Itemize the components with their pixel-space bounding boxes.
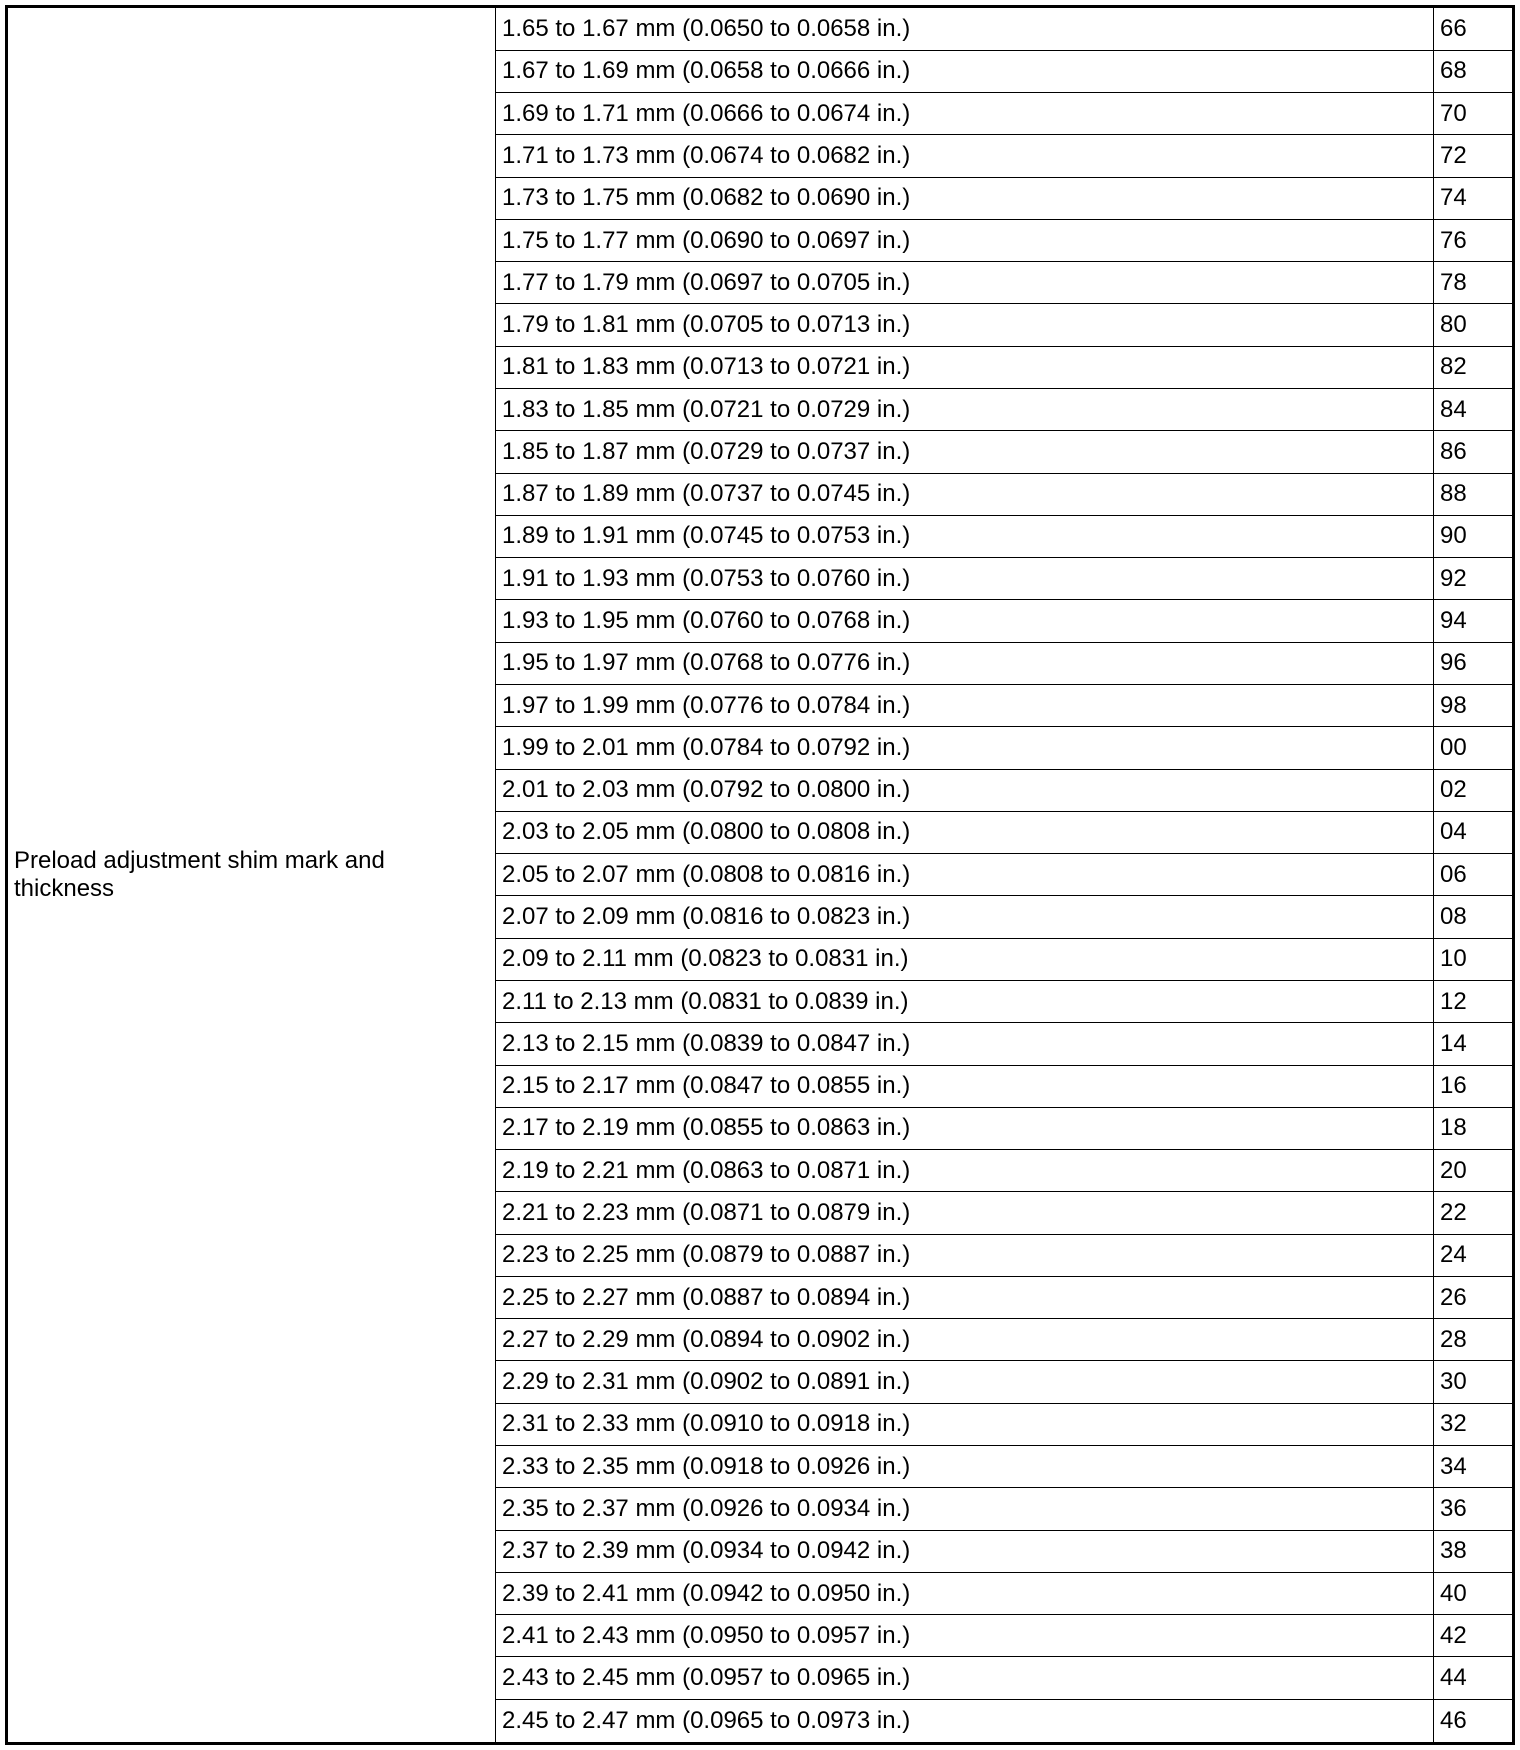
thickness-cell: 1.81 to 1.83 mm (0.0713 to 0.0721 in.) bbox=[496, 346, 1434, 388]
mark-cell: 04 bbox=[1434, 811, 1514, 853]
mark-cell: 96 bbox=[1434, 642, 1514, 684]
thickness-cell: 2.29 to 2.31 mm (0.0902 to 0.0891 in.) bbox=[496, 1361, 1434, 1403]
thickness-cell: 2.13 to 2.15 mm (0.0839 to 0.0847 in.) bbox=[496, 1023, 1434, 1065]
mark-cell: 02 bbox=[1434, 769, 1514, 811]
thickness-cell: 2.41 to 2.43 mm (0.0950 to 0.0957 in.) bbox=[496, 1615, 1434, 1657]
thickness-cell: 1.75 to 1.77 mm (0.0690 to 0.0697 in.) bbox=[496, 219, 1434, 261]
table-row bbox=[7, 7, 1514, 51]
thickness-cell: 2.39 to 2.41 mm (0.0942 to 0.0950 in.) bbox=[496, 1572, 1434, 1614]
mark-cell: 92 bbox=[1434, 558, 1514, 600]
thickness-cell: 2.03 to 2.05 mm (0.0800 to 0.0808 in.) bbox=[496, 811, 1434, 853]
thickness-cell: 2.23 to 2.25 mm (0.0879 to 0.0887 in.) bbox=[496, 1234, 1434, 1276]
thickness-cell: 2.15 to 2.17 mm (0.0847 to 0.0855 in.) bbox=[496, 1065, 1434, 1107]
mark-cell: 90 bbox=[1434, 515, 1514, 557]
thickness-cell: 1.99 to 2.01 mm (0.0784 to 0.0792 in.) bbox=[496, 727, 1434, 769]
thickness-cell: 1.97 to 1.99 mm (0.0776 to 0.0784 in.) bbox=[496, 684, 1434, 726]
mark-cell: 44 bbox=[1434, 1657, 1514, 1699]
thickness-cell: 2.43 to 2.45 mm (0.0957 to 0.0965 in.) bbox=[496, 1657, 1434, 1699]
thickness-cell: 2.45 to 2.47 mm (0.0965 to 0.0973 in.) bbox=[496, 1699, 1434, 1743]
mark-cell: 66 bbox=[1434, 7, 1514, 51]
thickness-cell: 1.93 to 1.95 mm (0.0760 to 0.0768 in.) bbox=[496, 600, 1434, 642]
mark-cell: 98 bbox=[1434, 684, 1514, 726]
thickness-cell: 2.21 to 2.23 mm (0.0871 to 0.0879 in.) bbox=[496, 1192, 1434, 1234]
table-body bbox=[7, 7, 1514, 1744]
mark-cell: 14 bbox=[1434, 1023, 1514, 1065]
mark-cell: 72 bbox=[1434, 135, 1514, 177]
thickness-cell: 2.35 to 2.37 mm (0.0926 to 0.0934 in.) bbox=[496, 1488, 1434, 1530]
thickness-cell: 2.09 to 2.11 mm (0.0823 to 0.0831 in.) bbox=[496, 938, 1434, 980]
thickness-cell: 2.19 to 2.21 mm (0.0863 to 0.0871 in.) bbox=[496, 1150, 1434, 1192]
mark-cell: 88 bbox=[1434, 473, 1514, 515]
thickness-cell: 2.01 to 2.03 mm (0.0792 to 0.0800 in.) bbox=[496, 769, 1434, 811]
mark-cell: 28 bbox=[1434, 1319, 1514, 1361]
mark-cell: 30 bbox=[1434, 1361, 1514, 1403]
mark-cell: 84 bbox=[1434, 389, 1514, 431]
mark-cell: 70 bbox=[1434, 93, 1514, 135]
thickness-cell: 1.67 to 1.69 mm (0.0658 to 0.0666 in.) bbox=[496, 50, 1434, 92]
mark-cell: 36 bbox=[1434, 1488, 1514, 1530]
mark-cell: 22 bbox=[1434, 1192, 1514, 1234]
mark-cell: 74 bbox=[1434, 177, 1514, 219]
mark-cell: 94 bbox=[1434, 600, 1514, 642]
mark-cell: 26 bbox=[1434, 1276, 1514, 1318]
mark-cell: 46 bbox=[1434, 1699, 1514, 1743]
thickness-cell: 1.65 to 1.67 mm (0.0650 to 0.0658 in.) bbox=[496, 7, 1434, 51]
mark-cell: 06 bbox=[1434, 854, 1514, 896]
thickness-cell: 2.27 to 2.29 mm (0.0894 to 0.0902 in.) bbox=[496, 1319, 1434, 1361]
mark-cell: 68 bbox=[1434, 50, 1514, 92]
mark-cell: 24 bbox=[1434, 1234, 1514, 1276]
mark-cell: 34 bbox=[1434, 1446, 1514, 1488]
thickness-cell: 2.05 to 2.07 mm (0.0808 to 0.0816 in.) bbox=[496, 854, 1434, 896]
mark-cell: 76 bbox=[1434, 219, 1514, 261]
mark-cell: 78 bbox=[1434, 262, 1514, 304]
thickness-cell: 2.11 to 2.13 mm (0.0831 to 0.0839 in.) bbox=[496, 980, 1434, 1022]
thickness-cell: 1.95 to 1.97 mm (0.0768 to 0.0776 in.) bbox=[496, 642, 1434, 684]
mark-cell: 40 bbox=[1434, 1572, 1514, 1614]
thickness-cell: 1.87 to 1.89 mm (0.0737 to 0.0745 in.) bbox=[496, 473, 1434, 515]
mark-cell: 00 bbox=[1434, 727, 1514, 769]
mark-cell: 08 bbox=[1434, 896, 1514, 938]
shim-spec-table bbox=[5, 5, 1515, 1745]
thickness-cell: 1.73 to 1.75 mm (0.0682 to 0.0690 in.) bbox=[496, 177, 1434, 219]
thickness-cell: 2.17 to 2.19 mm (0.0855 to 0.0863 in.) bbox=[496, 1107, 1434, 1149]
thickness-cell: 2.07 to 2.09 mm (0.0816 to 0.0823 in.) bbox=[496, 896, 1434, 938]
mark-cell: 80 bbox=[1434, 304, 1514, 346]
thickness-cell: 1.71 to 1.73 mm (0.0674 to 0.0682 in.) bbox=[496, 135, 1434, 177]
thickness-cell: 1.69 to 1.71 mm (0.0666 to 0.0674 in.) bbox=[496, 93, 1434, 135]
thickness-cell: 1.77 to 1.79 mm (0.0697 to 0.0705 in.) bbox=[496, 262, 1434, 304]
mark-cell: 12 bbox=[1434, 980, 1514, 1022]
thickness-cell: 1.89 to 1.91 mm (0.0745 to 0.0753 in.) bbox=[496, 515, 1434, 557]
thickness-cell: 1.79 to 1.81 mm (0.0705 to 0.0713 in.) bbox=[496, 304, 1434, 346]
mark-cell: 86 bbox=[1434, 431, 1514, 473]
mark-cell: 10 bbox=[1434, 938, 1514, 980]
thickness-cell: 1.83 to 1.85 mm (0.0721 to 0.0729 in.) bbox=[496, 389, 1434, 431]
thickness-cell: 2.25 to 2.27 mm (0.0887 to 0.0894 in.) bbox=[496, 1276, 1434, 1318]
row-label-cell: Preload adjustment shim mark and thickness bbox=[7, 7, 496, 1744]
mark-cell: 82 bbox=[1434, 346, 1514, 388]
thickness-cell: 2.33 to 2.35 mm (0.0918 to 0.0926 in.) bbox=[496, 1446, 1434, 1488]
mark-cell: 16 bbox=[1434, 1065, 1514, 1107]
mark-cell: 42 bbox=[1434, 1615, 1514, 1657]
mark-cell: 20 bbox=[1434, 1150, 1514, 1192]
thickness-cell: 2.37 to 2.39 mm (0.0934 to 0.0942 in.) bbox=[496, 1530, 1434, 1572]
thickness-cell: 2.31 to 2.33 mm (0.0910 to 0.0918 in.) bbox=[496, 1403, 1434, 1445]
mark-cell: 18 bbox=[1434, 1107, 1514, 1149]
mark-cell: 32 bbox=[1434, 1403, 1514, 1445]
mark-cell: 38 bbox=[1434, 1530, 1514, 1572]
thickness-cell: 1.85 to 1.87 mm (0.0729 to 0.0737 in.) bbox=[496, 431, 1434, 473]
thickness-cell: 1.91 to 1.93 mm (0.0753 to 0.0760 in.) bbox=[496, 558, 1434, 600]
